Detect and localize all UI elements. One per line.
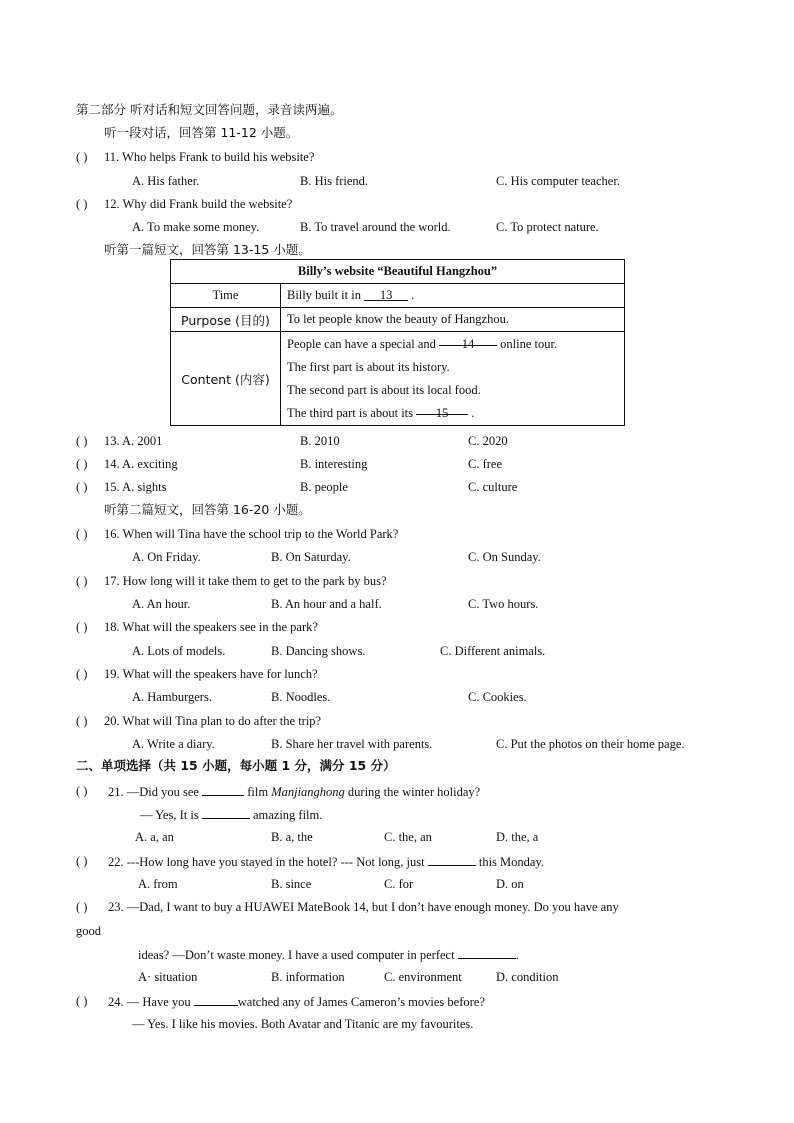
blank-number: 14 [461, 336, 475, 351]
reply-post: amazing film. [252, 808, 323, 822]
option-a: A. To make some money. [132, 220, 260, 234]
blank-13[interactable] [364, 288, 408, 301]
answer-paren[interactable]: ( ) [76, 527, 88, 541]
passage2-intro: 听第二篇短文，回答第 16-20 小题。 [104, 502, 311, 517]
question-reply: — Yes. I like his movies. Both Avatar and Titanic are my favourites. [132, 1017, 474, 1031]
option-c: C. for [384, 877, 414, 891]
answer-paren[interactable]: ( ) [76, 197, 88, 211]
question-stem: 11. Who helps Frank to build his website? [104, 150, 315, 164]
option-b: B. On Saturday. [271, 550, 351, 564]
option-c: C. Put the photos on their home page. [496, 737, 685, 751]
time-label: Time [171, 284, 281, 308]
question-stem: 16. When will Tina have the school trip to the World Park? [104, 527, 399, 541]
blank[interactable] [428, 853, 476, 866]
content-line-4 [287, 402, 618, 425]
option-b: B. 2010 [300, 434, 340, 448]
option-b: B. His friend. [300, 174, 369, 188]
content-line-3: The second part is about its local food. [287, 382, 481, 397]
content-1-pre: People can have a special and [287, 336, 436, 351]
single-choice-heading: 二、单项选择（共 15 小题，每小题 1 分，满分 15 分） [76, 758, 396, 773]
period: . [471, 405, 475, 420]
option-c: C. the, an [384, 830, 432, 844]
option-a: A. Lots of models. [132, 644, 226, 658]
option-d: D. the, a [496, 830, 539, 844]
option-a: A. An hour. [132, 597, 191, 611]
option-b: B. since [271, 877, 312, 891]
option-b: B. Dancing shows. [271, 644, 366, 658]
purpose-label-text: Purpose (目的) [181, 312, 270, 328]
option-c: C. free [468, 457, 503, 471]
blank-number: 13 [379, 288, 393, 302]
answer-paren[interactable]: ( ) [76, 480, 88, 494]
option-b: B. interesting [300, 457, 368, 471]
stem-pre: 22. ---How long have you stayed in the hotel? --- Not long, just [108, 855, 425, 869]
blank[interactable] [458, 946, 516, 959]
content-1-post: online tour. [500, 336, 558, 351]
option-a: A. Write a diary. [132, 737, 215, 751]
option-c: C. Two hours. [468, 597, 539, 611]
option-a: A. His father. [132, 174, 200, 188]
option-a: A. On Friday. [132, 550, 201, 564]
option-d: D. on [496, 877, 524, 891]
stem-post: this Monday. [478, 855, 545, 869]
option-c: C. To protect nature. [496, 220, 599, 234]
stem-pre: 21. —Did you see [108, 785, 199, 799]
time-text: Billy built it in [287, 288, 361, 302]
stem-pre: 24. — Have you [108, 995, 191, 1009]
purpose-text: To let people know the beauty of Hangzhou. [281, 308, 625, 332]
blank-14[interactable] [439, 333, 497, 351]
answer-paren[interactable]: ( ) [76, 714, 88, 728]
option-d: D. condition [496, 970, 559, 984]
option-c: C. Cookies. [468, 690, 527, 704]
blank-number: 15 [435, 405, 449, 420]
answer-paren[interactable]: ( ) [76, 434, 88, 448]
question-reply [140, 806, 322, 823]
content-line-1 [287, 333, 618, 356]
question-stem: 12. Why did Frank build the website? [104, 197, 293, 211]
question-stem: 23. —Dad, I want to buy a HUAWEI MateBook 14, but I don’t have enough money. Do you have any [108, 900, 619, 914]
option-b: B. Share her travel with parents. [271, 737, 433, 751]
option-a: A. from [138, 877, 178, 891]
question-stem: 20. What will Tina plan to do after the trip? [104, 714, 322, 728]
question-stem: 13. A. 2001 [104, 434, 163, 448]
answer-paren[interactable]: ( ) [76, 457, 88, 471]
question-stem: 19. What will the speakers have for lunch? [104, 667, 318, 681]
answer-paren[interactable]: ( ) [76, 854, 88, 868]
option-a: A. Hamburgers. [132, 690, 212, 704]
question-stem [108, 853, 544, 870]
option-c: C. 2020 [468, 434, 508, 448]
question-stem [108, 783, 480, 800]
question-stem: 14. A. exciting [104, 457, 178, 471]
answer-paren[interactable]: ( ) [76, 620, 88, 634]
section-heading: 第二部分 听对话和短文回答问题，录音读两遍。 [76, 102, 343, 117]
option-c: C. culture [468, 480, 518, 494]
reply-pre: — Yes, It is [140, 808, 199, 822]
period: . [515, 948, 519, 962]
period: . [411, 288, 415, 302]
answer-paren[interactable]: ( ) [76, 784, 88, 798]
option-b: B. people [300, 480, 348, 494]
option-c: C. On Sunday. [468, 550, 541, 564]
content-4-pre: The third part is about its [287, 405, 414, 420]
question-line2 [138, 946, 519, 963]
question-stem-wrap: good [76, 924, 101, 938]
answer-paren[interactable]: ( ) [76, 994, 88, 1008]
question-stem [108, 993, 485, 1010]
option-b: B. a, the [271, 830, 313, 844]
table-title: Billy’s website “Beautiful Hangzhou” [171, 260, 625, 284]
billy-website-table [170, 259, 625, 426]
question-stem: 18. What will the speakers see in the park? [104, 620, 318, 634]
stem-mid: film [247, 785, 269, 799]
purpose-label [171, 308, 281, 332]
answer-paren[interactable]: ( ) [76, 574, 88, 588]
option-b: B. information [271, 970, 345, 984]
option-b: B. An hour and a half. [271, 597, 382, 611]
option-c: C. environment [384, 970, 462, 984]
stem-post: during the winter holiday? [347, 785, 481, 799]
answer-paren[interactable]: ( ) [76, 667, 88, 681]
option-b: B. Noodles. [271, 690, 331, 704]
content-cell [281, 332, 625, 426]
question-stem: 17. How long will it take them to get to the park by bus? [104, 574, 387, 588]
passage1-intro: 听第一篇短文，回答第 13-15 小题。 [104, 242, 311, 257]
option-a: A. a, an [135, 830, 174, 844]
film-title: Manjianghong [271, 785, 345, 799]
blank[interactable] [202, 806, 250, 819]
blank[interactable] [194, 993, 238, 1006]
answer-paren[interactable]: ( ) [76, 900, 88, 914]
answer-paren[interactable]: ( ) [76, 150, 88, 164]
option-c: C. Different animals. [440, 644, 546, 658]
content-label [171, 332, 281, 426]
dialog-intro: 听一段对话，回答第 11-12 小题。 [104, 125, 299, 140]
option-c: C. His computer teacher. [496, 174, 620, 188]
time-cell [281, 284, 625, 308]
option-a: A· situation [138, 970, 198, 984]
blank[interactable] [202, 783, 244, 796]
content-line-2: The first part is about its history. [287, 359, 450, 374]
option-b: B. To travel around the world. [300, 220, 451, 234]
question-stem: 15. A. sights [104, 480, 167, 494]
line2-pre: ideas? —Don’t waste money. I have a used computer in perfect [138, 948, 455, 962]
content-label-text: Content (内容) [181, 371, 270, 387]
blank-15[interactable] [416, 402, 468, 420]
stem-post: watched any of James Cameron’s movies before? [237, 995, 485, 1009]
